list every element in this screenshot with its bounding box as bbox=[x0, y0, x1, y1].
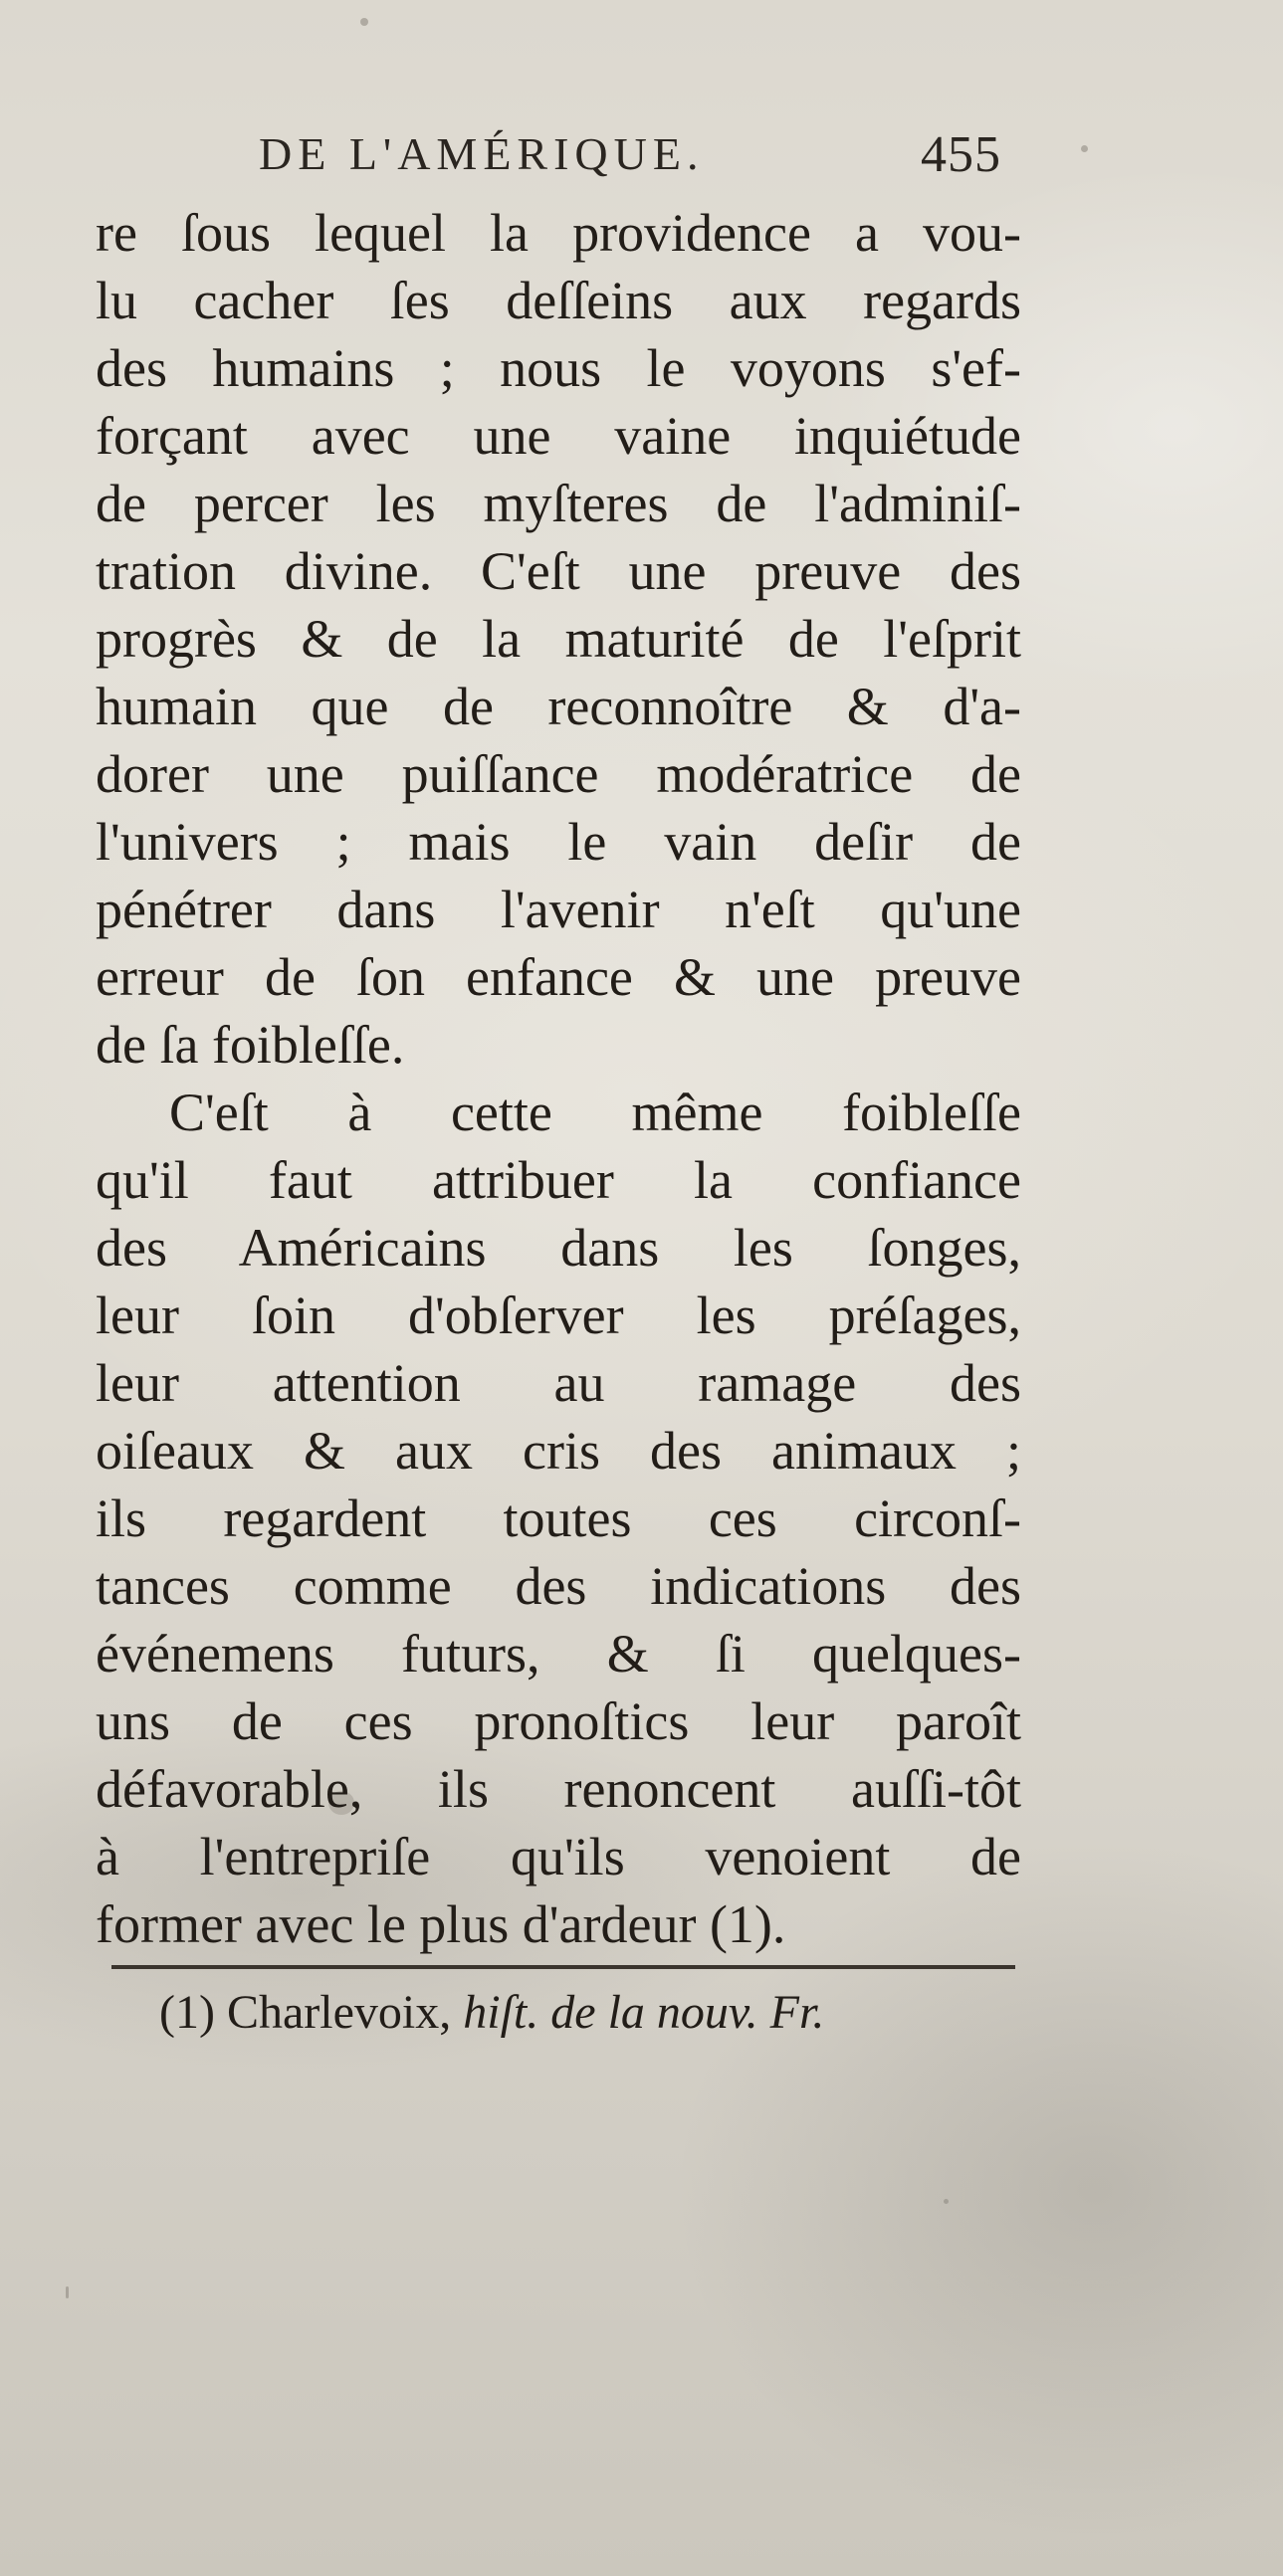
text-line: des humains ; nous le voyons s'ef- bbox=[96, 338, 1021, 398]
text-line: qu'il faut attribuer la confiance bbox=[96, 1150, 1021, 1210]
text-line: événemens futurs, & ſi quelques- bbox=[96, 1624, 1021, 1684]
text-line: de ſa foibleſſe. bbox=[96, 1015, 405, 1075]
footnote bbox=[159, 1978, 1055, 2048]
text-line: à l'entrepriſe qu'ils venoient de bbox=[96, 1827, 1021, 1886]
ink-speck bbox=[360, 18, 368, 26]
text-line: former avec le plus d'ardeur (1). bbox=[96, 1894, 786, 1954]
text-line: des Américains dans les ſonges, bbox=[96, 1218, 1021, 1278]
text-line: l'univers ; mais le vain deſir de bbox=[96, 812, 1021, 872]
text-line: leur attention au ramage des bbox=[96, 1353, 1021, 1413]
text-line: oiſeaux & aux cris des animaux ; bbox=[96, 1421, 1021, 1481]
text-line: pénétrer dans l'avenir n'eſt qu'une bbox=[96, 880, 1021, 939]
text-line: lu cacher ſes deſſeins aux regards bbox=[96, 271, 1021, 330]
ink-speck bbox=[944, 2199, 949, 2204]
text-line: ils regardent toutes ces circonſ- bbox=[96, 1488, 1021, 1548]
text-line: de percer les myſteres de l'adminiſ- bbox=[96, 474, 1021, 533]
page-number: 455 bbox=[921, 126, 1001, 183]
text-line: leur ſoin d'obſerver les préſages, bbox=[96, 1286, 1021, 1345]
text-line: re ſous lequel la providence a vou- bbox=[96, 203, 1021, 263]
text-line: dorer une puiſſance modératrice de bbox=[96, 744, 1021, 804]
text-line: humain que de reconnoître & d'a- bbox=[96, 677, 1021, 736]
paragraph-first-line: C'eſt à cette même foibleſſe bbox=[169, 1083, 1021, 1142]
text-line: progrès & de la maturité de l'eſprit bbox=[96, 609, 1021, 669]
ink-speck bbox=[1081, 145, 1088, 152]
text-line: forçant avec une vaine inquiétude bbox=[96, 406, 1021, 466]
footnote-marker: (1) bbox=[159, 1986, 215, 2039]
footnote-author: Charlevoix, bbox=[226, 1986, 452, 2039]
text-line: tances comme des indications des bbox=[96, 1556, 1021, 1616]
running-title: DE L'AMÉRIQUE. bbox=[259, 128, 705, 179]
footnote-work-title: hiſt. de la nouv. Fr. bbox=[463, 1986, 825, 2039]
page-header bbox=[179, 127, 1055, 197]
text-line: tration divine. C'eſt une preuve des bbox=[96, 541, 1021, 601]
text-line: uns de ces pronoſtics leur paroît bbox=[96, 1691, 1021, 1751]
footnote-rule bbox=[111, 1965, 1015, 1969]
text-line: erreur de ſon enfance & une preuve bbox=[96, 947, 1021, 1007]
ink-speck bbox=[66, 2286, 69, 2298]
text-line: défavorable, ils renoncent auſſi-tôt bbox=[96, 1759, 1021, 1819]
